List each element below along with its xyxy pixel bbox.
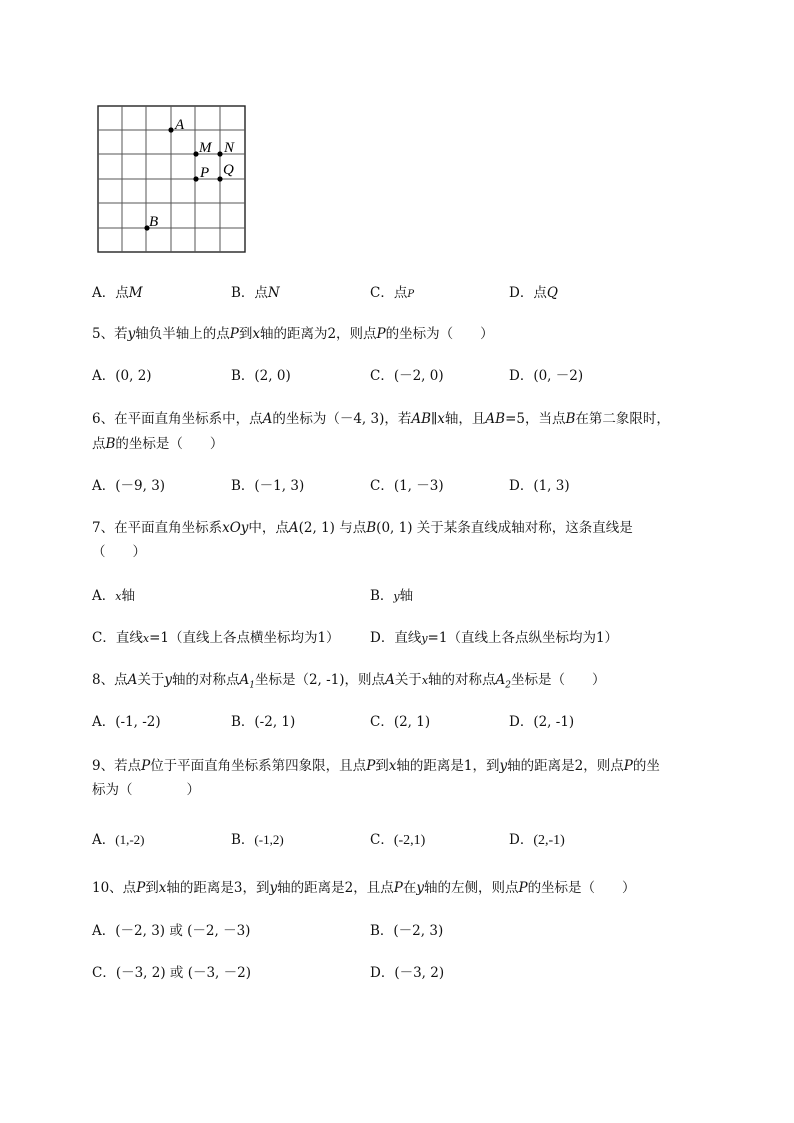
label-b: B [149, 214, 159, 230]
q7-option-a[interactable]: A．x轴 [92, 588, 135, 604]
label-a: A [175, 117, 185, 133]
q10-option-a[interactable]: A．(－2, 3) 或 (－2, －3) [92, 923, 251, 939]
q4-option-b[interactable]: B．点N [231, 285, 280, 301]
q6-option-c[interactable]: C．(1, －3) [370, 478, 444, 494]
q6-option-b[interactable]: B．(－1, 3) [231, 478, 305, 494]
grid-figure [97, 105, 247, 255]
point-q [217, 176, 222, 181]
q9-option-b[interactable]: B．(-1,2) [231, 832, 284, 848]
q5-option-a[interactable]: A．(0, 2) [92, 368, 152, 384]
q8-option-d[interactable]: D．(2, -1) [509, 714, 575, 730]
q5-option-b[interactable]: B．(2, 0) [231, 368, 291, 384]
point-m [193, 151, 198, 156]
q9-option-a[interactable]: A．(1,-2) [92, 832, 145, 848]
point-a [168, 127, 173, 132]
label-q: Q [223, 162, 234, 178]
q6-option-d[interactable]: D．(1, 3) [509, 478, 570, 494]
q5-stem: 5、若y轴负半轴上的点P到x轴的距离为2，则点P的坐标为（ ） [92, 326, 494, 342]
label-m: M [199, 140, 212, 156]
q6-option-a[interactable]: A．(－9, 3) [92, 478, 166, 494]
q4-option-c[interactable]: C．点P [370, 285, 415, 301]
q10-stem: 10、点P到x轴的距离是3，到y轴的距离是2，且点P在y轴的左侧，则点P的坐标是（ ） [92, 880, 636, 896]
q9-option-d[interactable]: D．(2,-1) [509, 832, 565, 848]
q7-stem-line1: 7、在平面直角坐标系xOy中，点A(2, 1) 与点B(0, 1) 关于某条直线成轴对称，这条直线是 [92, 520, 633, 536]
point-n [217, 151, 222, 156]
q9-stem-line1: 9、若点P位于平面直角坐标系第四象限，且点P到x轴的距离是1，到y轴的距离是2，则点P的坐 [92, 758, 660, 774]
q5-option-d[interactable]: D．(0, －2) [509, 368, 584, 384]
label-p: P [200, 165, 210, 181]
q6-stem-line1: 6、在平面直角坐标系中，点A的坐标为（－4, 3)，若AB∥x轴，且AB=5，当点B在第二象限时， [92, 411, 670, 427]
q5-option-c[interactable]: C．(－2, 0) [370, 368, 444, 384]
q7-option-c[interactable]: C．直线x=1（直线上各点横坐标均为1） [92, 630, 340, 646]
q7-stem-line2: （ ） [92, 544, 146, 560]
q7-option-b[interactable]: B．y轴 [370, 588, 414, 604]
point-p [193, 176, 198, 181]
q4-option-d[interactable]: D．点Q [509, 285, 558, 301]
q4-option-a[interactable]: A．点M [92, 285, 143, 301]
q9-option-c[interactable]: C．(-2,1) [370, 832, 426, 848]
q8-option-b[interactable]: B．(-2, 1) [231, 714, 296, 730]
q10-option-b[interactable]: B．(－2, 3) [370, 923, 444, 939]
q8-stem: 8、点A关于y轴的对称点$A_1$坐标是（2, -1)，则点A关于x轴的对称点$A_2$坐标是（ ） [92, 672, 606, 691]
label-n: N [224, 140, 235, 156]
q10-option-d[interactable]: D．(－3, 2) [370, 965, 445, 981]
q8-option-c[interactable]: C．(2, 1) [370, 714, 431, 730]
q8-option-a[interactable]: A．(-1, -2) [92, 714, 161, 730]
q9-stem-line2: 标为（ ） [92, 782, 200, 798]
q10-option-c[interactable]: C．(－3, 2) 或 (－3, －2) [92, 965, 252, 981]
q6-stem-line2: 点B的坐标是（ ） [92, 436, 224, 452]
q7-option-d[interactable]: D．直线y=1（直线上各点纵坐标均为1） [370, 630, 619, 646]
